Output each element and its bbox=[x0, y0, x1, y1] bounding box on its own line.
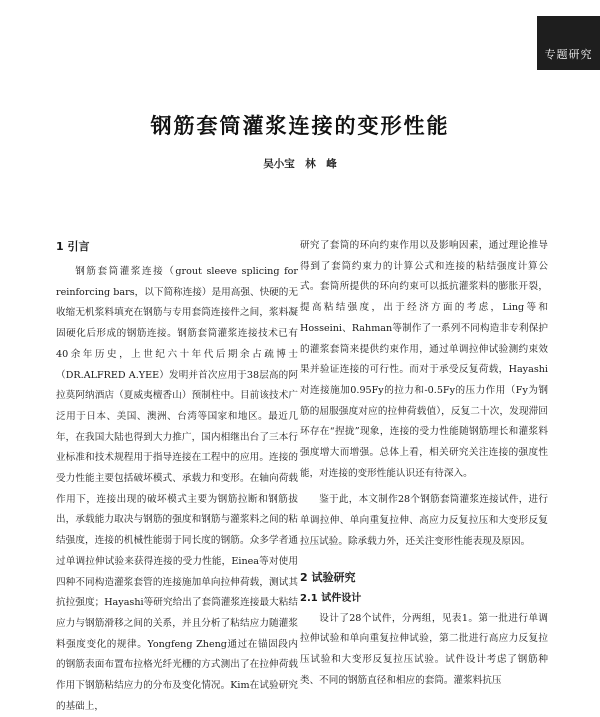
subsection-heading-specimen-design: 2.1 试件设计 bbox=[300, 592, 362, 604]
section-label: 专题研究 bbox=[544, 48, 593, 61]
specimen-design-paragraph: 设计了28个试件，分两组，见表1。第一批进行单调拉伸试验和单向重复拉伸试验，第二批进行高应力反复拉压试验和大变形反复拉压试验。试件设计考虑了钢筋种类、不同的钢筋直径和相应的套筒。灌浆料抗压 bbox=[300, 612, 548, 686]
intro-paragraph-summary: 鉴于此，本文制作28个钢筋套筒灌浆连接试件，进行单调拉伸、单向重复拉伸、高应力反复拉压和大变形反复拉压试验。除承载力外，还关注变形性能表现及原因。 bbox=[300, 494, 548, 547]
section-heading-introduction: 1 引言 bbox=[56, 240, 90, 253]
section-label-tab bbox=[537, 16, 600, 70]
right-column bbox=[300, 236, 548, 691]
article-authors: 吴小宝 林 峰 bbox=[263, 158, 337, 170]
section-heading-experiment: 2 试验研究 bbox=[300, 570, 356, 584]
intro-paragraph-continued: 研究了套筒的环向约束作用以及影响因素，通过理论推导得到了套筒约束力的计算公式和连接的粘结强度计算公式。套筒所提供的环向约束可以抵抗灌浆料的膨胀开裂，提高粘结强度，出于经济方面的考虑，Ling等和Hosseini、Rahman等制作了一系列不同构造非专利保护的灌浆套筒来提供约束作用，通过单调拉伸试验测约束效果并验证连接的可行性。而对于承受反复荷载，Hayashi对连接施加0.95Fy的拉力和-0.5Fy的压力作用（Fy为钢筋的屈服强度对应的拉伸荷载值），反复二十次，发现滞回环存在“捏拢”现象，连接的受力性能随钢筋埋长和灌浆料强度增大而增强。总体上看，相关研究关注连接的强度性能，对连接的变形性能认识还有待深入。 bbox=[300, 240, 548, 479]
article-title: 钢筋套筒灌浆连接的变形性能 bbox=[150, 114, 450, 138]
intro-paragraph: 钢筋套筒灌浆连接（grout sleeve splicing for reinforcing bars，以下简称连接）是用高强、快硬的无收缩无机浆料填充在钢筋与专用套筒连接件之间，浆料凝固硬化后形成的钢筋连接。钢筋套筒灌浆连接技术已有40余年历史，上世纪六十年代后期余占疏博士（DR.ALFRED A.YEE）发明并首次应用于38层高的阿拉莫阿纳酒店（夏威夷檀香山）预制柱中。目前该技术广泛用于日本、美国、澳洲、台湾等国家和地区。最近几年，在我国大陆也得到大力推广，国内相继出台了三本行业标准和技术规程用于指导连接在工程中的应用。连接的受力性能主要包括破坏模式、承载力和变形。在轴向荷载作用下，连接出现的破坏模式主要为钢筋拉断和钢筋拔出，承载能力取决与钢筋的强度和钢筋与灌浆料之间的粘结强度，连接的机械性能弱于同长度的钢筋。众多学者通过单调拉伸试验来获得连接的受力性能，Einea等对使用四种不同构造灌浆套管的连接施加单向拉伸荷载，测试其抗拉强度；Hayashi等研究给出了套筒灌浆连接最大粘结应力与钢筋滑移之间的关系，并且分析了粘结应力随灌浆料强度变化的规律。Yongfeng Zheng通过在锚固段内的钢筋表面布置布拉格光纤光栅的方式测出了在拉伸荷载作用下钢筋粘结应力的分布及变化情况。Kim在试验研究的基础上， bbox=[56, 266, 298, 712]
left-column bbox=[56, 236, 298, 717]
spacer bbox=[300, 553, 548, 567]
